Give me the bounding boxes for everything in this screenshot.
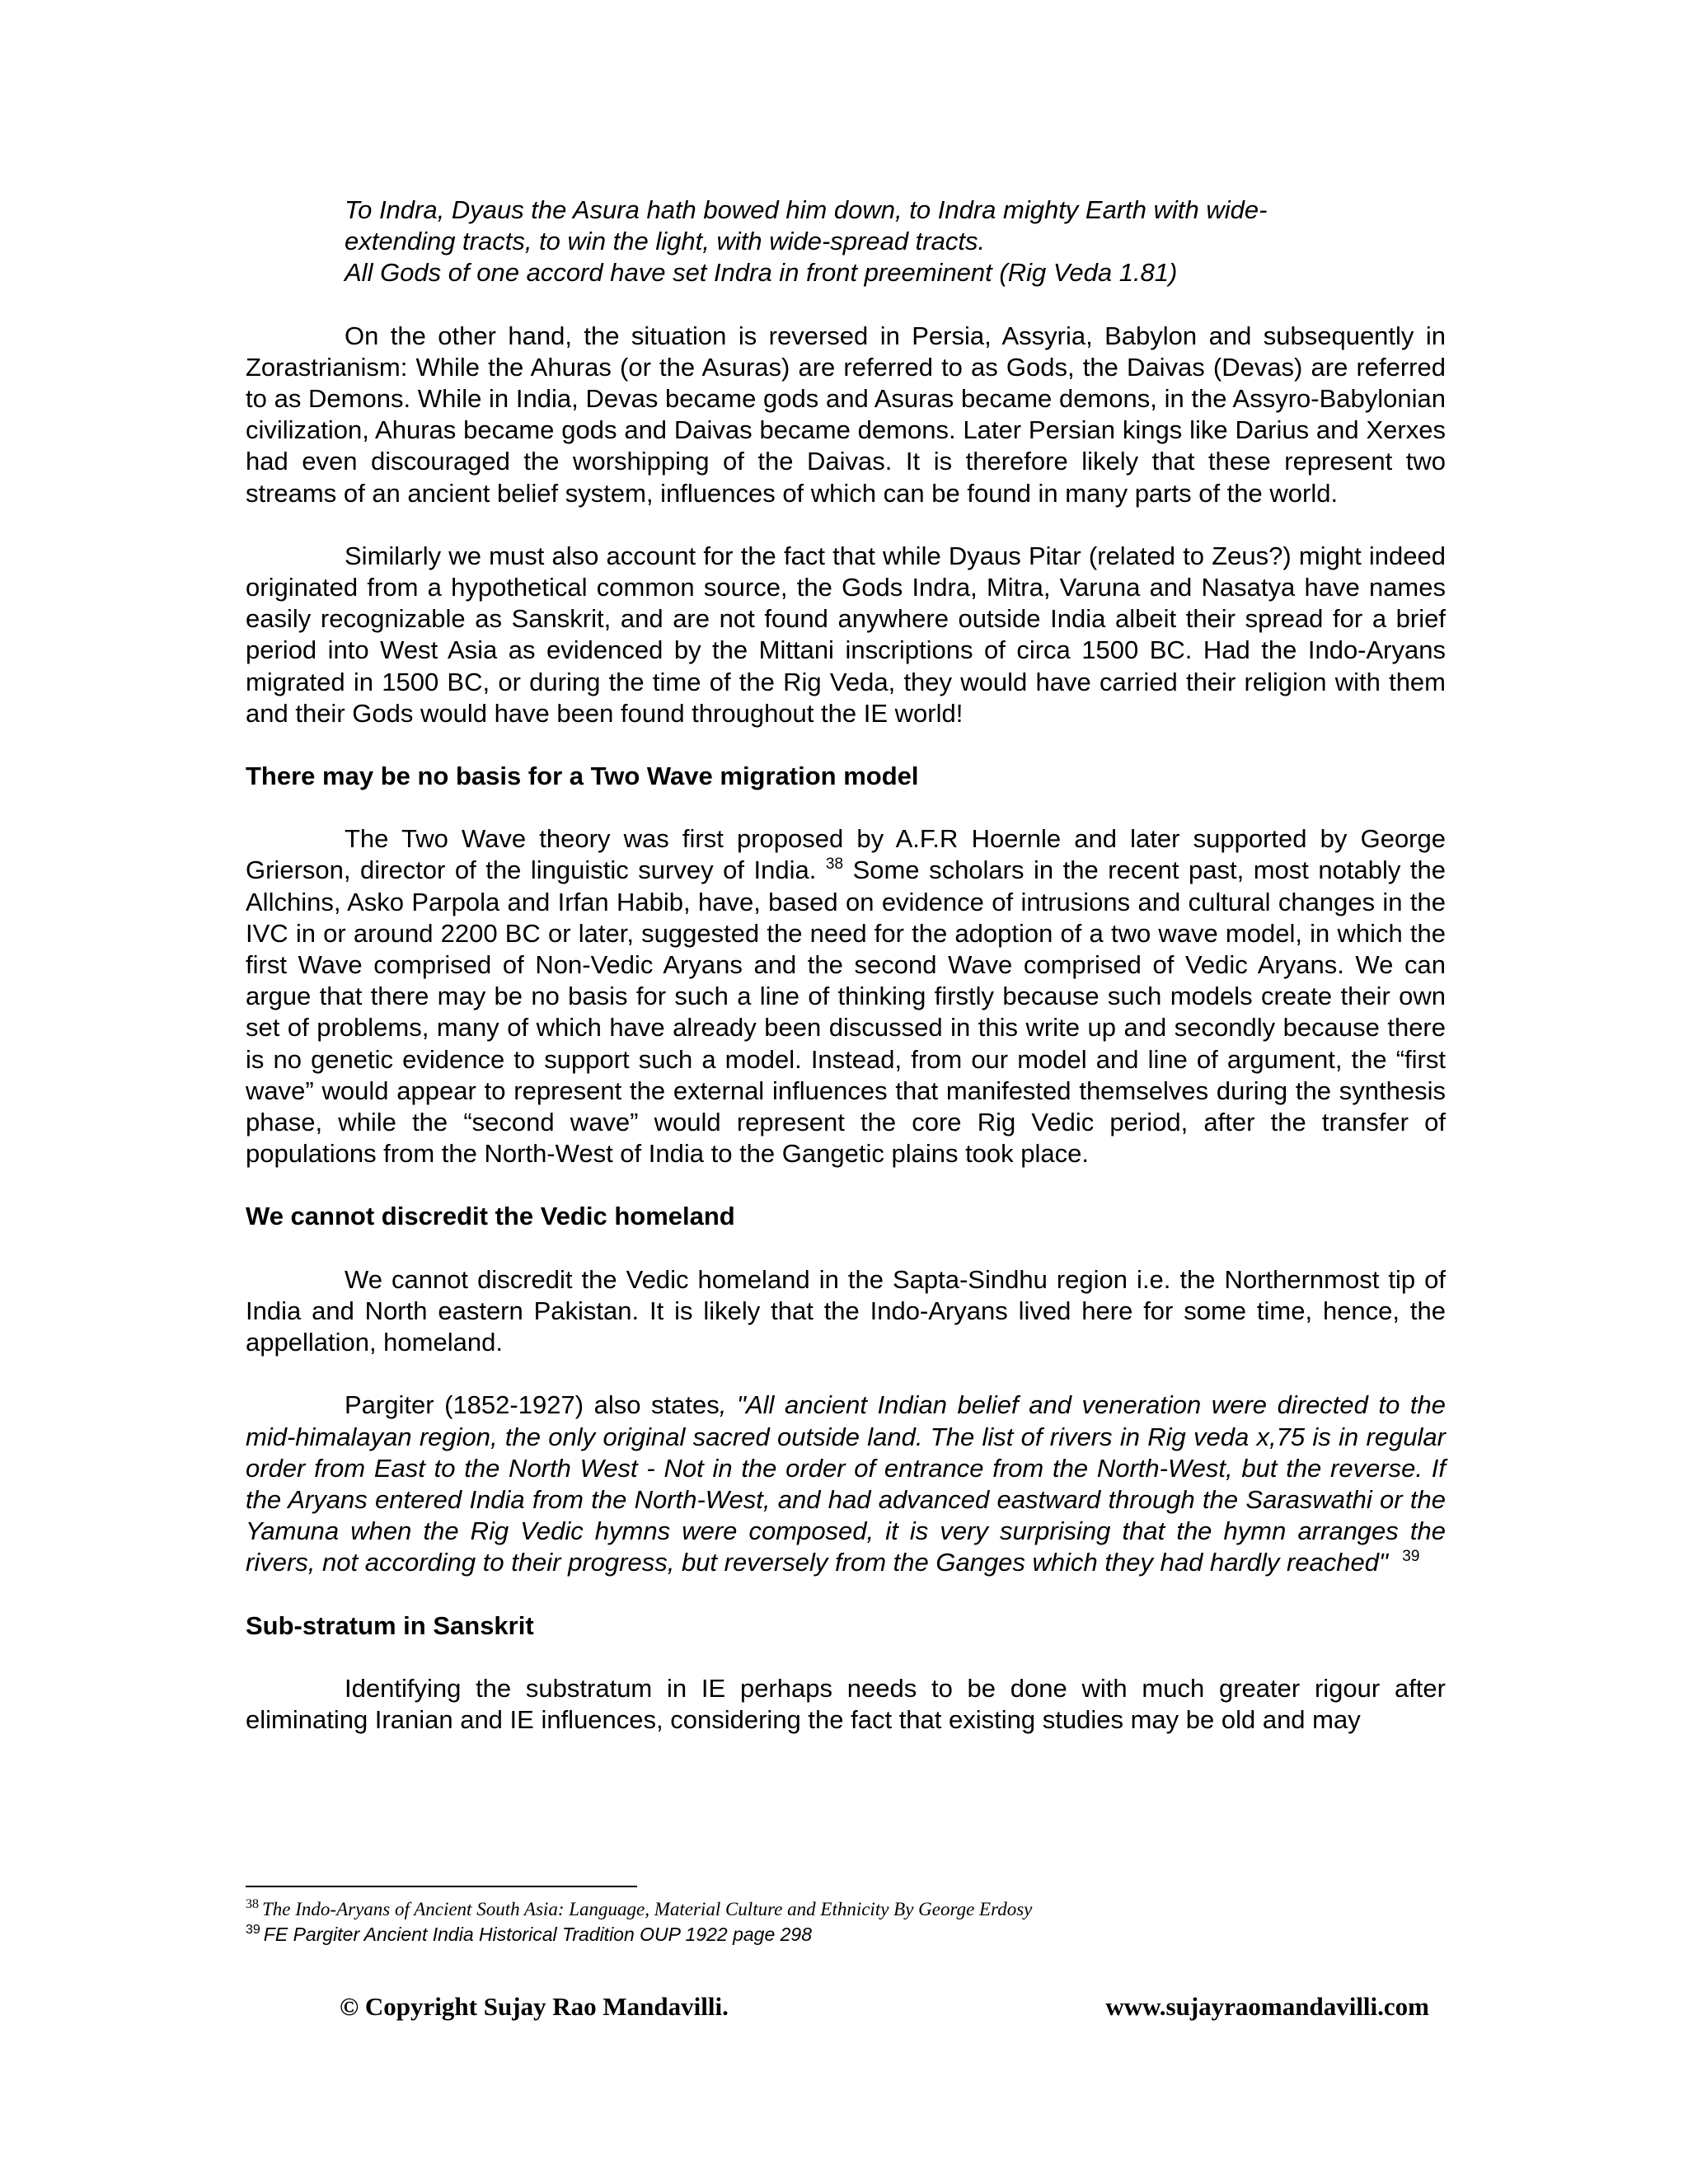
paragraph-text: The Two Wave theory was first proposed by A.F.R Hoernle and later supported by George Grierson, director of the linguistic survey of India.: [246, 824, 1446, 885]
quote-line: extending tracts, to win the light, with wide-spread tracts.: [345, 227, 986, 256]
footnote-ref-38[interactable]: 38: [825, 855, 844, 874]
quote-line: All Gods of one accord have set Indra in front preeminent (Rig Veda 1.81): [345, 258, 1178, 288]
pargiter-quote: , "All ancient Indian belief and veneration were directed to the mid-himalayan region, the only original sacred outside land. The list of rivers in Rig veda x,75 is in regular order from East to the North West - Not in the order of entrance from the North-West, but the reverse. If the Aryans entered India from the North-West, and had advanced eastward through the Saraswathi or the Yamuna when the Rig Vedic hymns were composed, it is very surprising that the hymn arranges the rivers, not according to their progress, but reversely from the Ganges which they had hardly reached": [246, 1390, 1447, 1577]
paragraph-vedic-homeland: We cannot discredit the Vedic homeland in the Sapta-Sindhu region i.e. the Northernmost tip of India and North eastern Pakistan. It is likely that the Indo-Aryans lived here for some time, hence, the appellation, homeland.: [246, 1264, 1446, 1357]
pargiter-intro: Pargiter (1852-1927) also states: [345, 1390, 720, 1420]
paragraph-substratum: Identifying the substratum in IE perhaps needs to be done with much greater rigour after eliminating Iranian and IE influences, considering the fact that existing studies may be old and may: [246, 1673, 1446, 1734]
quote-line: To Indra, Dyaus the Asura hath bowed him down, to Indra mighty Earth with wide-: [345, 195, 1268, 224]
page-footer: [340, 1991, 1429, 2022]
heading-two-wave: There may be no basis for a Two Wave migration model: [246, 762, 919, 791]
footnote-text: FE Pargiter Ancient India Historical Tradition OUP 1922 page 298: [263, 1924, 813, 1945]
footer-copyright: © Copyright Sujay Rao Mandavilli.: [340, 1992, 729, 2021]
footer-website-link[interactable]: www.sujayraomandavilli.com: [1105, 1992, 1429, 2021]
paragraph-dyaus-pitar: Similarly we must also account for the fact that while Dyaus Pitar (related to Zeus?) might indeed originated from a hypothetical common source, the Gods Indra, Mitra, Varuna and Nasatya have names easily recognizable as Sanskrit, and are not found anywhere outside India albeit their spread for a brief period into West Asia as evidenced by the Mittani inscriptions of circa 1500 BC. Had the Indo-Aryans migrated in 1500 BC, or during the time of the Rig Veda, they would have carried their religion with them and their Gods would have been found throughout the IE world!: [246, 541, 1446, 728]
footnote-ref-39[interactable]: 39: [1402, 1548, 1420, 1566]
footnote-39: [246, 1922, 1449, 1947]
footnote-38: [246, 1897, 1449, 1922]
heading-vedic-homeland: We cannot discredit the Vedic homeland: [246, 1202, 735, 1231]
body-text: [246, 194, 1446, 1736]
rig-veda-quote: [345, 194, 1358, 289]
footnote-number: 38: [246, 1897, 259, 1911]
paragraph-pargiter: [246, 1390, 1446, 1578]
heading-substratum: Sub-stratum in Sanskrit: [246, 1610, 534, 1640]
footnote-text: The Indo-Aryans of Ancient South Asia: Language, Material Culture and Ethnicity By George Erdosy: [262, 1899, 1033, 1919]
paragraph-text: Some scholars in the recent past, most notably the Allchins, Asko Parpola and Irfan Habib, have, based on evidence of intrusions and cultural changes in the IVC in or around 2200 BC or later, suggested the need for the adoption of a two wave model, in which the first Wave comprised of Non-Vedic Aryans and the second Wave comprised of Vedic Aryans. We can argue that there may be no basis for such a line of thinking firstly because such models create their own set of problems, many of which have already been discussed in this write up and secondly because there is no genetic evidence to support such a model. Instead, from our model and line of argument, the “first wave” would appear to represent the external influences that manifested themselves during the synthesis phase, while the “second wave” would represent the core Rig Vedic period, after the transfer of populations from the North-West of India to the Gangetic plains took place.: [246, 855, 1446, 1169]
paragraph-persia: On the other hand, the situation is reversed in Persia, Assyria, Babylon and subsequently in Zorastrianism: While the Ahuras (or the Asuras) are referred to as Gods, the Daivas (Devas) are referred to as Demons. While in India, Devas became gods and Asuras became demons, in the Assyro-Babylonian civilization, Ahuras became gods and Daivas became demons. Later Persian kings like Darius and Xerxes had even discouraged the worshipping of the Daivas. It is therefore likely that these represent two streams of an ancient belief system, influences of which can be found in many parts of the world.: [246, 321, 1446, 508]
footnote-divider: [246, 1886, 637, 1887]
footnote-number: 39: [246, 1923, 260, 1937]
footnotes: [246, 1897, 1449, 1947]
paragraph-two-wave: [246, 823, 1446, 1169]
